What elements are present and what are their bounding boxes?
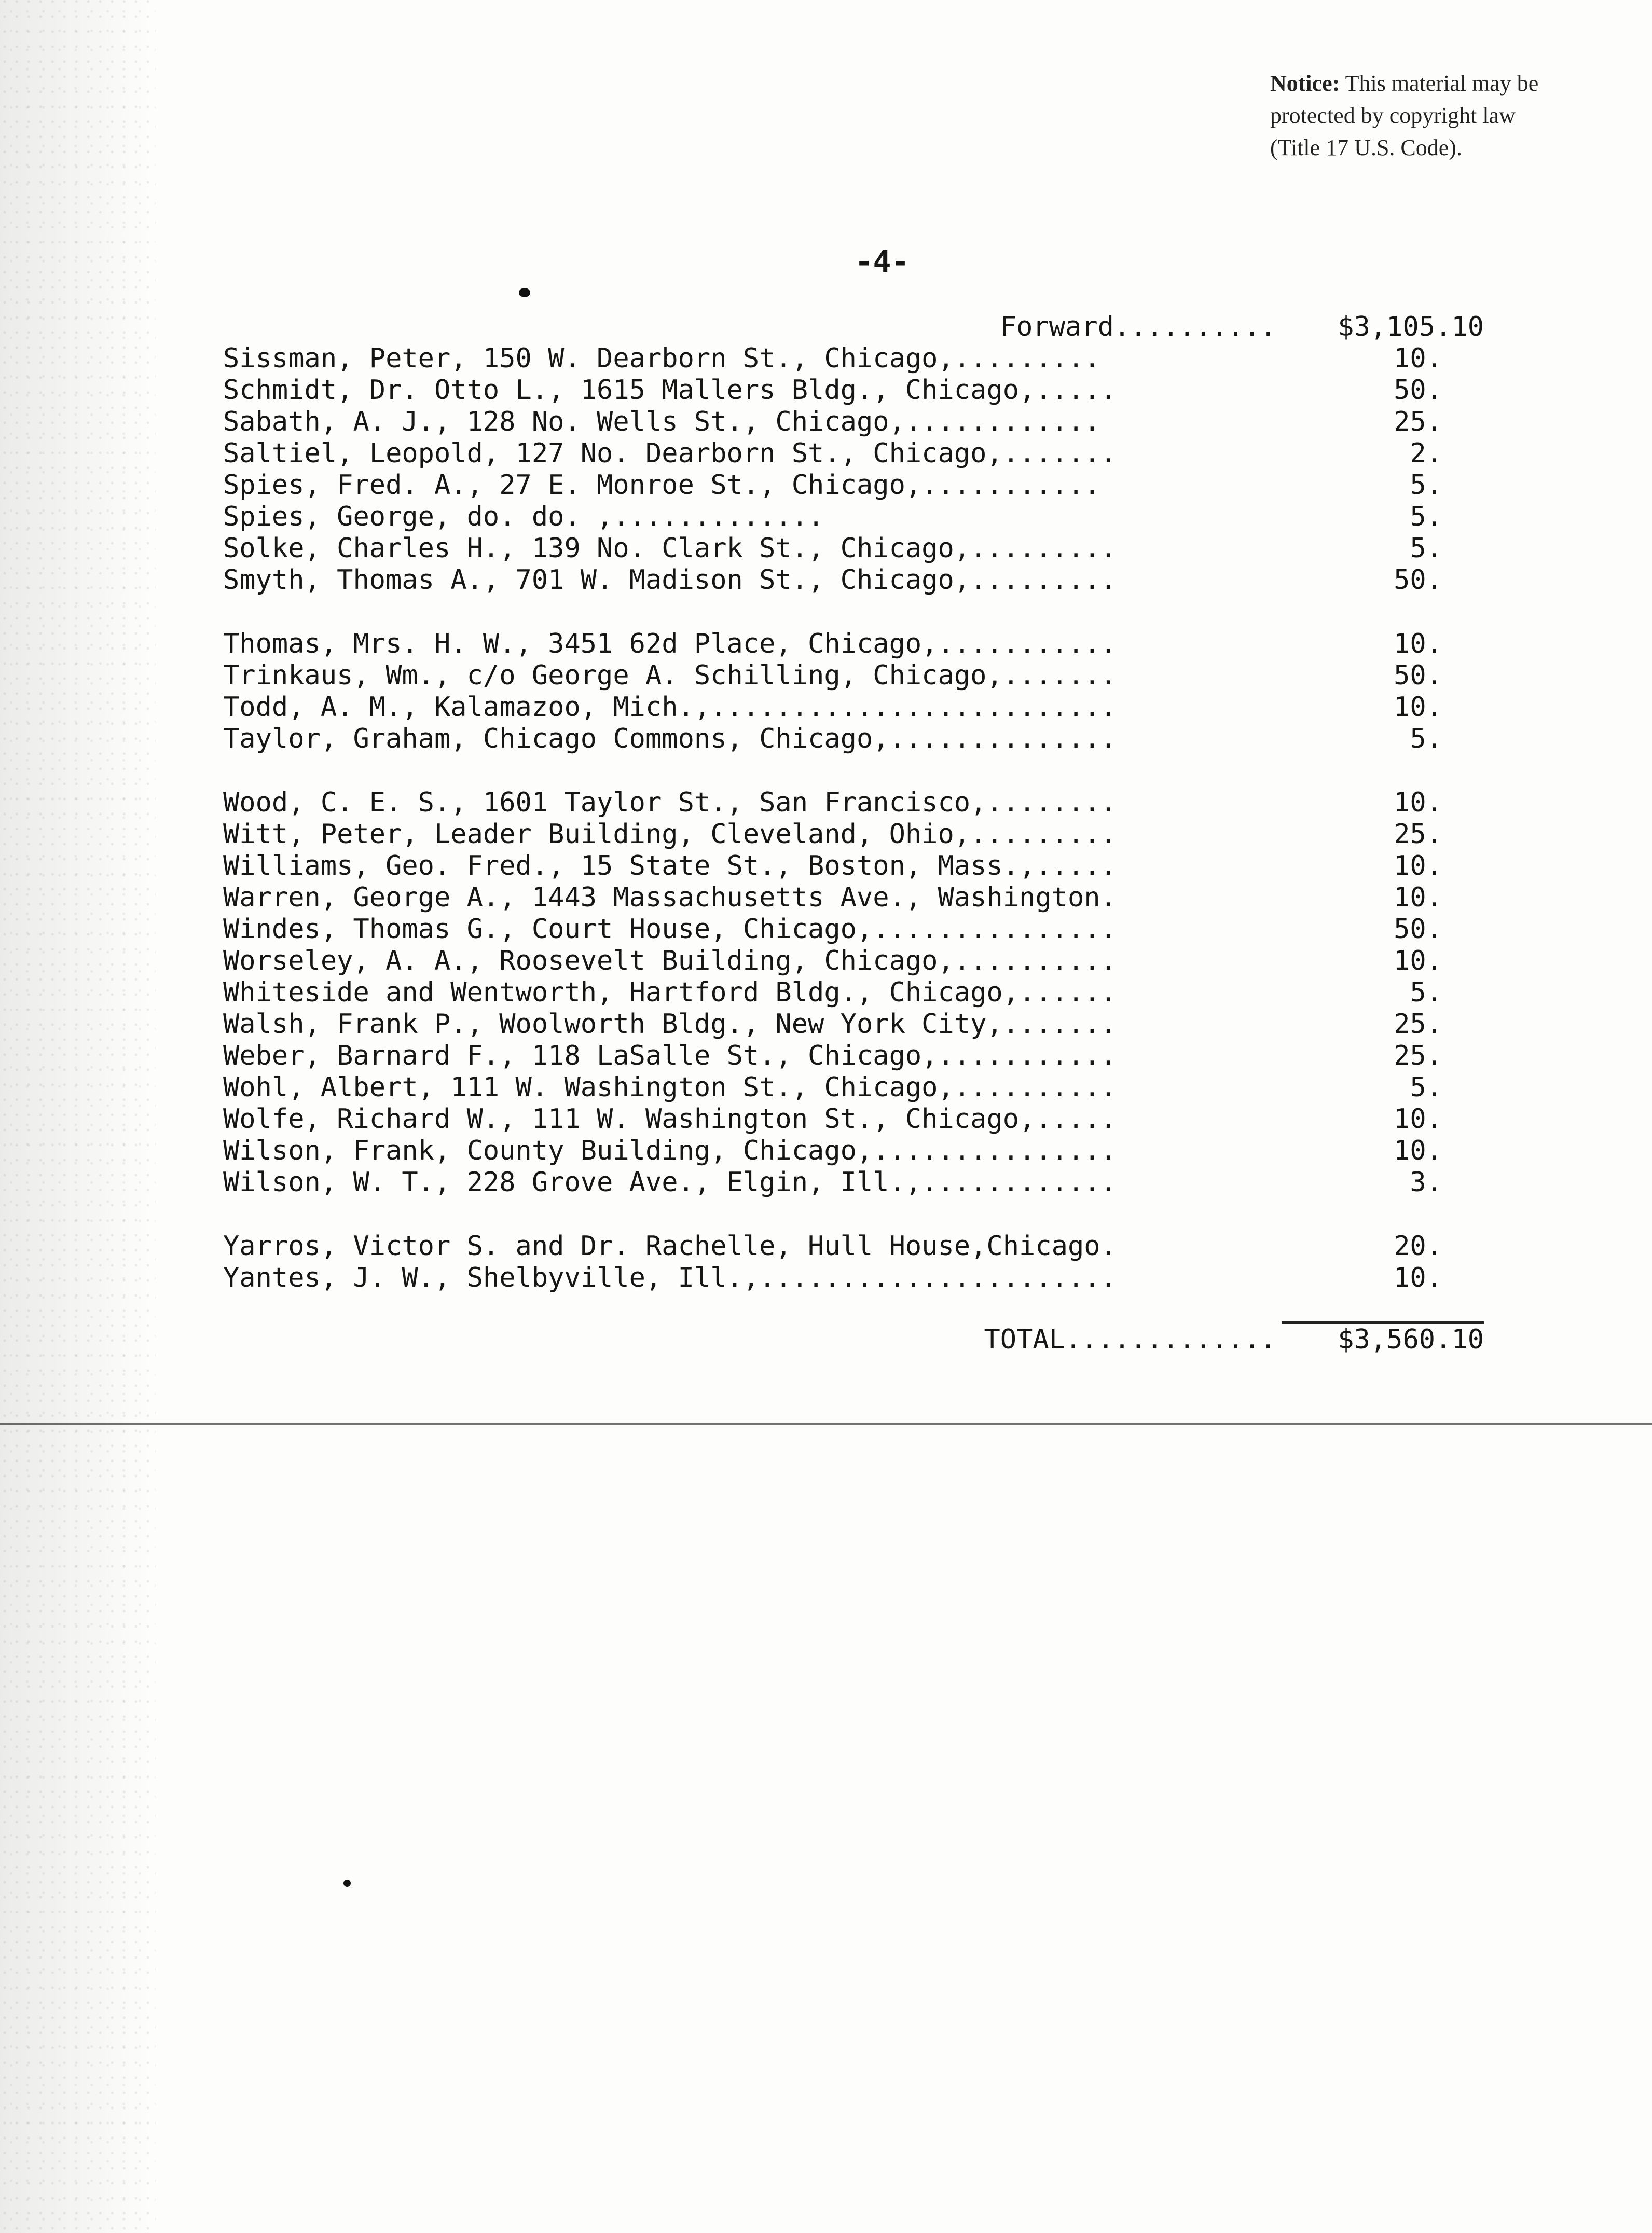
ledger-row — [223, 1135, 1484, 1167]
ledger-entry-name: Schmidt, Dr. Otto L., 1615 Mallers Bldg., Chicago,..... — [223, 375, 1117, 406]
ledger-row — [223, 1040, 1484, 1072]
group-spacer — [223, 1294, 1484, 1324]
total-row — [223, 1324, 1484, 1356]
ledger-entry-name: Spies, George, do. do. ,............. — [223, 501, 824, 532]
ledger-row — [223, 723, 1484, 755]
copyright-notice — [1270, 67, 1633, 164]
ledger-group-t — [223, 628, 1484, 755]
ledger-entry-amount: 10. — [1394, 628, 1442, 659]
ledger-row — [223, 1262, 1484, 1294]
ledger-entry-name: Wohl, Albert, 111 W. Washington St., Chicago,.......... — [223, 1072, 1117, 1103]
ledger-row — [223, 850, 1484, 882]
ledger-row — [223, 533, 1484, 564]
ledger-entry-name: Wilson, Frank, County Building, Chicago,............... — [223, 1135, 1117, 1166]
forward-label: Forward.......... — [1000, 311, 1276, 342]
ledger-entry-amount: 10. — [1394, 850, 1442, 881]
ledger-row — [223, 787, 1484, 819]
ledger-row — [223, 1231, 1484, 1262]
ledger-row — [223, 1009, 1484, 1040]
ledger-row — [223, 628, 1484, 660]
ledger-row — [223, 470, 1484, 501]
ledger-group-s — [223, 343, 1484, 596]
ledger-entry-amount: 3. — [1410, 1167, 1442, 1198]
ledger-row — [223, 1072, 1484, 1104]
page-number: -4- — [855, 244, 910, 279]
ledger-entry-name: Thomas, Mrs. H. W., 3451 62d Place, Chicago,........... — [223, 628, 1117, 659]
ledger-entry-amount: 10. — [1394, 1135, 1442, 1166]
ledger-entry-amount: 25. — [1394, 1040, 1442, 1071]
ledger-row — [223, 692, 1484, 723]
ledger-entry-amount: 2. — [1410, 438, 1442, 469]
ledger-entry-amount: 5. — [1410, 470, 1442, 501]
ink-speck — [343, 1880, 351, 1887]
ledger-row — [223, 660, 1484, 692]
ledger-entry-name: Witt, Peter, Leader Building, Cleveland, Ohio,......... — [223, 819, 1117, 850]
ledger-row — [223, 977, 1484, 1009]
ledger-entry-name: Walsh, Frank P., Woolworth Bldg., New York City,....... — [223, 1009, 1117, 1040]
ledger-entry-amount: 10. — [1394, 945, 1442, 976]
contribution-ledger — [223, 311, 1484, 1356]
ledger-entry-name: Sissman, Peter, 150 W. Dearborn St., Chicago,......... — [223, 343, 1100, 374]
ledger-row — [223, 882, 1484, 914]
forward-amount: $3,105.10 — [1338, 311, 1484, 342]
ledger-row — [223, 1167, 1484, 1198]
ledger-row — [223, 343, 1484, 375]
ledger-group-y — [223, 1231, 1484, 1294]
group-spacer — [223, 755, 1484, 787]
total-amount: $3,560.10 — [1282, 1321, 1484, 1356]
ledger-entry-name: Smyth, Thomas A., 701 W. Madison St., Chicago,......... — [223, 564, 1117, 596]
ledger-entry-amount: 10. — [1394, 343, 1442, 374]
ledger-entry-name: Windes, Thomas G., Court House, Chicago,............... — [223, 914, 1117, 945]
ledger-row — [223, 1104, 1484, 1135]
total-label: TOTAL............. — [984, 1324, 1276, 1355]
ledger-entry-amount: 10. — [1394, 787, 1442, 818]
ledger-entry-amount: 5. — [1410, 501, 1442, 532]
ledger-entry-name: Worseley, A. A., Roosevelt Building, Chicago,.......... — [223, 945, 1117, 976]
ledger-entry-amount: 20. — [1394, 1231, 1442, 1262]
ledger-entry-name: Solke, Charles H., 139 No. Clark St., Chicago,......... — [223, 533, 1117, 564]
ink-speck — [519, 288, 530, 297]
ledger-entry-amount: 10. — [1394, 692, 1442, 723]
ledger-entry-name: Sabath, A. J., 128 No. Wells St., Chicago,............ — [223, 406, 1100, 437]
ledger-row — [223, 945, 1484, 977]
notice-label: Notice: — [1270, 71, 1340, 96]
ledger-entry-name: Saltiel, Leopold, 127 No. Dearborn St., Chicago,....... — [223, 438, 1117, 469]
ledger-row — [223, 406, 1484, 438]
ledger-entry-name: Yantes, J. W., Shelbyville, Ill.,...................... — [223, 1262, 1117, 1293]
ledger-entry-name: Warren, George A., 1443 Massachusetts Ave., Washington. — [223, 882, 1117, 913]
ledger-entry-name: Yarros, Victor S. and Dr. Rachelle, Hull House,Chicago. — [223, 1231, 1117, 1262]
ledger-entry-name: Trinkaus, Wm., c/o George A. Schilling, Chicago,....... — [223, 660, 1117, 691]
group-spacer — [223, 596, 1484, 628]
ledger-row — [223, 819, 1484, 850]
ledger-entry-name: Wolfe, Richard W., 111 W. Washington St., Chicago,..... — [223, 1104, 1117, 1135]
notice-text-line1: This material may be — [1345, 71, 1539, 96]
ledger-row — [223, 564, 1484, 596]
ledger-entry-amount: 10. — [1394, 1262, 1442, 1293]
ledger-entry-name: Todd, A. M., Kalamazoo, Mich.,......................... — [223, 692, 1117, 723]
ledger-entry-amount: 5. — [1410, 533, 1442, 564]
ledger-row — [223, 438, 1484, 470]
notice-text-line2: protected by copyright law — [1270, 103, 1516, 128]
ledger-entry-amount: 10. — [1394, 1104, 1442, 1135]
ledger-entry-amount: 25. — [1394, 1009, 1442, 1040]
ledger-entry-amount: 10. — [1394, 882, 1442, 913]
ledger-row — [223, 914, 1484, 945]
ledger-entry-amount: 50. — [1394, 914, 1442, 945]
ledger-entry-name: Whiteside and Wentworth, Hartford Bldg., Chicago,...... — [223, 977, 1117, 1008]
ledger-entry-name: Weber, Barnard F., 118 LaSalle St., Chicago,........... — [223, 1040, 1117, 1071]
ledger-entry-amount: 25. — [1394, 819, 1442, 850]
ledger-entry-amount: 25. — [1394, 406, 1442, 437]
group-spacer — [223, 1198, 1484, 1231]
forward-row — [223, 311, 1484, 343]
ledger-entry-amount: 5. — [1410, 977, 1442, 1008]
ledger-group-w — [223, 787, 1484, 1198]
ledger-row — [223, 375, 1484, 406]
ledger-entry-name: Taylor, Graham, Chicago Commons, Chicago,.............. — [223, 723, 1117, 754]
ledger-entry-name: Williams, Geo. Fred., 15 State St., Boston, Mass.,..... — [223, 850, 1117, 881]
ledger-entry-name: Wood, C. E. S., 1601 Taylor St., San Francisco,........ — [223, 787, 1117, 818]
ledger-entry-amount: 5. — [1410, 723, 1442, 754]
scan-fold-line — [0, 1423, 1652, 1425]
ledger-entry-name: Spies, Fred. A., 27 E. Monroe St., Chicago,........... — [223, 470, 1100, 501]
scan-noise — [0, 0, 156, 2233]
ledger-entry-amount: 50. — [1394, 375, 1442, 406]
ledger-row — [223, 501, 1484, 533]
ledger-entry-amount: 50. — [1394, 660, 1442, 691]
ledger-entry-name: Wilson, W. T., 228 Grove Ave., Elgin, Ill.,............ — [223, 1167, 1117, 1198]
ledger-entry-amount: 50. — [1394, 564, 1442, 596]
ledger-entry-amount: 5. — [1410, 1072, 1442, 1103]
notice-text-line3: (Title 17 U.S. Code). — [1270, 135, 1462, 160]
